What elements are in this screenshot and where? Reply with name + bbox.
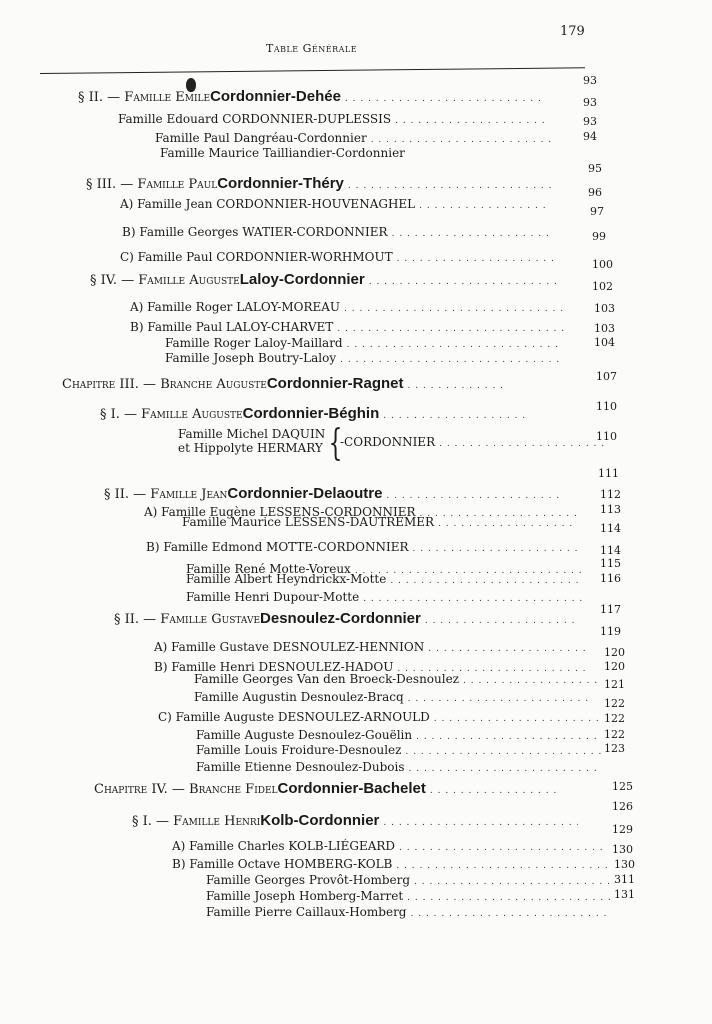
- toc-entry: [120, 197, 550, 211]
- page-ref: 104: [594, 336, 615, 349]
- toc-entry: [155, 131, 555, 145]
- entry-family-name: Cordonnier-Théry: [217, 175, 344, 192]
- leader-dots: [397, 250, 556, 264]
- page-ref: 114: [600, 522, 621, 535]
- entry-prefix: Chapitre III. — Branche Auguste: [62, 377, 267, 392]
- entry-family-name: Cordonnier-Ragnet: [266, 375, 404, 392]
- page-ref: 116: [600, 572, 621, 585]
- toc-entry: [196, 728, 606, 742]
- toc-entry: [182, 515, 582, 529]
- entry-family-name: Laloy-Cordonnier: [239, 271, 365, 288]
- entry-text: A) Famille Gustave DESNOULEZ-HENNION: [154, 640, 425, 654]
- entry-text: Famille Pierre Caillaux-Homberg: [206, 905, 407, 919]
- leader-dots: [396, 857, 608, 871]
- toc-entry: [206, 889, 616, 903]
- toc-entry: [186, 590, 586, 604]
- entry-text: A) Famille Roger LALOY-MOREAU: [130, 300, 341, 314]
- page-ref: 103: [594, 322, 615, 335]
- leader-dots: [405, 743, 602, 757]
- entry-text: Famille Etienne Desnoulez-Dubois: [196, 760, 405, 774]
- entry-text: Famille Maurice Tailliandier-Cordonnier: [160, 146, 405, 160]
- entry-prefix: § II. — Famille Gustave: [114, 612, 261, 627]
- entry-text: Famille Albert Heyndrickx-Motte: [186, 572, 387, 586]
- leader-dots: [434, 710, 604, 724]
- page-ref: 125: [612, 780, 633, 793]
- leader-dots: [430, 782, 560, 796]
- leader-dots: [395, 112, 544, 126]
- toc-entry: [130, 300, 570, 314]
- toc-entry: [160, 146, 405, 160]
- toc-entry: [122, 225, 552, 239]
- page-ref: 99: [592, 230, 606, 243]
- leader-dots: [390, 572, 582, 586]
- entry-text: Famille René Motte-Voreux: [186, 562, 351, 576]
- toc-entry: [62, 375, 512, 392]
- page-number: 179: [560, 24, 585, 39]
- entry-family-name: Cordonnier-Delaoutre: [227, 485, 383, 502]
- page-ref: 93: [583, 115, 597, 128]
- entry-prefix: § I. — Famille Henri: [132, 814, 261, 829]
- brace-suffix: -CORDONNIER . . .: [340, 435, 610, 449]
- leader-dots: [414, 873, 612, 887]
- entry-prefix: § I. — Famille Auguste: [100, 407, 243, 422]
- toc-entry: [194, 690, 594, 704]
- header-rule: [40, 67, 585, 74]
- toc-entry: [120, 250, 560, 264]
- leader-dots: [344, 300, 566, 314]
- running-head: Table Générale: [266, 42, 358, 55]
- entry-text: Famille Roger Laloy-Maillard: [165, 336, 343, 350]
- page-ref: 97: [590, 205, 604, 218]
- entry-text: Famille Auguste Desnoulez-Gouëlin: [196, 728, 413, 742]
- entry-family-name: Cordonnier-Béghin: [242, 405, 380, 422]
- page-ref: 114: [600, 544, 621, 557]
- entry-prefix: § II. — Famille Jean: [104, 487, 228, 502]
- leader-dots: [438, 515, 578, 529]
- leader-dots: [425, 612, 580, 626]
- toc-entry: [118, 112, 548, 126]
- entry-text: Famille Henri Dupour-Motte: [186, 590, 360, 604]
- page-ref: 113: [600, 503, 621, 516]
- brace-symbol: {: [328, 423, 343, 464]
- entry-text: A) Famille Jean CORDONNIER-HOUVENAGHEL: [120, 197, 416, 211]
- page-ref: 120: [604, 660, 625, 673]
- entry-family-name: Kolb-Cordonnier: [260, 812, 380, 829]
- page-ref: 103: [594, 302, 615, 315]
- toc-entry: [90, 271, 560, 288]
- page-ref: 130: [614, 858, 635, 871]
- toc-entry: [196, 760, 606, 774]
- entry-text: Famille Augustin Desnoulez-Bracq: [194, 690, 404, 704]
- leader-dots: [363, 590, 582, 604]
- leader-dots: [347, 336, 561, 350]
- toc-entry: [130, 320, 570, 334]
- brace-line-1: Famille Michel DAQUIN: [178, 427, 326, 441]
- toc-entry: [78, 88, 548, 105]
- entry-text: B) Famille Octave HOMBERG-KOLB: [172, 857, 393, 871]
- toc-entry: [86, 175, 556, 192]
- toc-entry: [172, 857, 612, 871]
- page-ref: 130: [612, 843, 633, 856]
- toc-entry: [158, 710, 608, 724]
- entry-text: Famille Louis Froidure-Desnoulez: [196, 743, 402, 757]
- entry-text: B) Famille Henri DESNOULEZ-HADOU: [154, 660, 394, 674]
- page-ref: 93: [583, 96, 597, 109]
- leader-dots: [409, 760, 603, 774]
- entry-text: C) Famille Paul CORDONNIER-WORHMOUT: [120, 250, 393, 264]
- toc-entry: [132, 812, 582, 829]
- page-ref: 122: [604, 697, 625, 710]
- page-ref: 107: [596, 370, 617, 383]
- entry-text: A) Famille Eugène LESSENS-CORDONNIER: [144, 505, 416, 519]
- toc-entry: [94, 780, 564, 797]
- entry-family-name: Cordonnier-Bachelet: [277, 780, 426, 797]
- brace-entry: [178, 423, 608, 464]
- page-ref: 117: [600, 603, 621, 616]
- entry-text: B) Famille Paul LALOY-CHARVET: [130, 320, 334, 334]
- toc-entry: [206, 905, 616, 919]
- entry-text: Famille Georges Van den Broeck-Desnoulez: [194, 672, 460, 686]
- entry-text: Famille Paul Dangréau-Cordonnier: [155, 131, 367, 145]
- page-ref: 126: [612, 800, 633, 813]
- entry-text: Famille Joseph Homberg-Marret: [206, 889, 404, 903]
- entry-text: Famille Edouard CORDONNIER-DUPLESSIS: [118, 112, 392, 126]
- leader-dots: [411, 905, 613, 919]
- toc-entry: [100, 405, 530, 422]
- page-ref: 311: [614, 873, 635, 886]
- entry-family-name: Desnoulez-Cordonnier: [260, 610, 421, 627]
- entry-text: B) Famille Georges WATIER-CORDONNIER: [122, 225, 388, 239]
- entry-prefix: Chapitre IV. — Branche Fidel: [94, 782, 278, 797]
- leader-dots: [386, 487, 560, 501]
- page-ref: 102: [592, 280, 613, 293]
- page-ref: 131: [614, 888, 635, 901]
- leader-dots: [399, 839, 608, 853]
- toc-entry: [194, 672, 604, 686]
- entry-text: Famille Joseph Boutry-Laloy: [165, 351, 337, 365]
- toc-entry: [114, 610, 584, 627]
- page-ref: 119: [600, 625, 621, 638]
- page-ref: 122: [604, 712, 625, 725]
- leader-dots: [337, 320, 566, 334]
- page-ref: 100: [592, 258, 613, 271]
- page-ref: 96: [588, 186, 602, 199]
- entry-text: A) Famille Charles KOLB-LIÉGEARD: [172, 839, 396, 853]
- leader-dots: [383, 407, 526, 421]
- leader-dots: [419, 197, 546, 211]
- leader-dots: [345, 90, 544, 104]
- page-ref: 121: [604, 678, 625, 691]
- page-ref: 95: [588, 162, 602, 175]
- leader-dots: [369, 273, 556, 287]
- page-ref: 122: [604, 728, 625, 741]
- page-ref: 93: [583, 74, 597, 87]
- leader-dots: [371, 131, 551, 145]
- leader-dots: [416, 728, 602, 742]
- page-ref: 112: [600, 488, 621, 501]
- leader-dots: [463, 672, 600, 686]
- toc-entry: [206, 873, 616, 887]
- toc-entry: [196, 743, 606, 757]
- page-ref: 115: [600, 557, 621, 570]
- toc-entry: [165, 336, 565, 350]
- page-ref: 120: [604, 646, 625, 659]
- leader-dots: [392, 225, 548, 239]
- entry-prefix: § II. — Famille Emile: [78, 90, 211, 105]
- leader-dots: [428, 640, 590, 654]
- page-ref: 123: [604, 742, 625, 755]
- page-ref: 110: [596, 430, 617, 443]
- toc-entry: [146, 540, 586, 554]
- toc-entry: [172, 839, 612, 853]
- entry-text: B) Famille Edmond MOTTE-CORDONNIER: [146, 540, 409, 554]
- entry-text: C) Famille Auguste DESNOULEZ-ARNOULD: [158, 710, 430, 724]
- entry-family-name: Cordonnier-Dehée: [210, 88, 341, 105]
- leader-dots: [408, 377, 509, 391]
- leader-dots: [413, 540, 583, 554]
- leader-dots: [408, 690, 590, 704]
- entry-prefix: § IV. — Famille Auguste: [90, 273, 240, 288]
- entry-prefix: § III. — Famille Paul: [86, 177, 218, 192]
- toc-entry: [154, 640, 594, 654]
- toc-entry: [186, 572, 586, 586]
- page-ref: 111: [598, 467, 619, 480]
- leader-dots: [348, 177, 552, 191]
- page-ref: 110: [596, 400, 617, 413]
- entry-text: Famille Georges Provôt-Homberg: [206, 873, 411, 887]
- page-ref: 129: [612, 823, 633, 836]
- page-ref: 94: [583, 130, 597, 143]
- toc-entry: [104, 485, 564, 502]
- leader-dots: [407, 889, 612, 903]
- leader-dots: [340, 351, 561, 365]
- leader-dots: [383, 814, 578, 828]
- toc-entry: [165, 351, 565, 365]
- entry-text: Famille Maurice LESSENS-DAUTREMER: [182, 515, 435, 529]
- brace-line-2: et Hippolyte HERMARY: [178, 441, 323, 455]
